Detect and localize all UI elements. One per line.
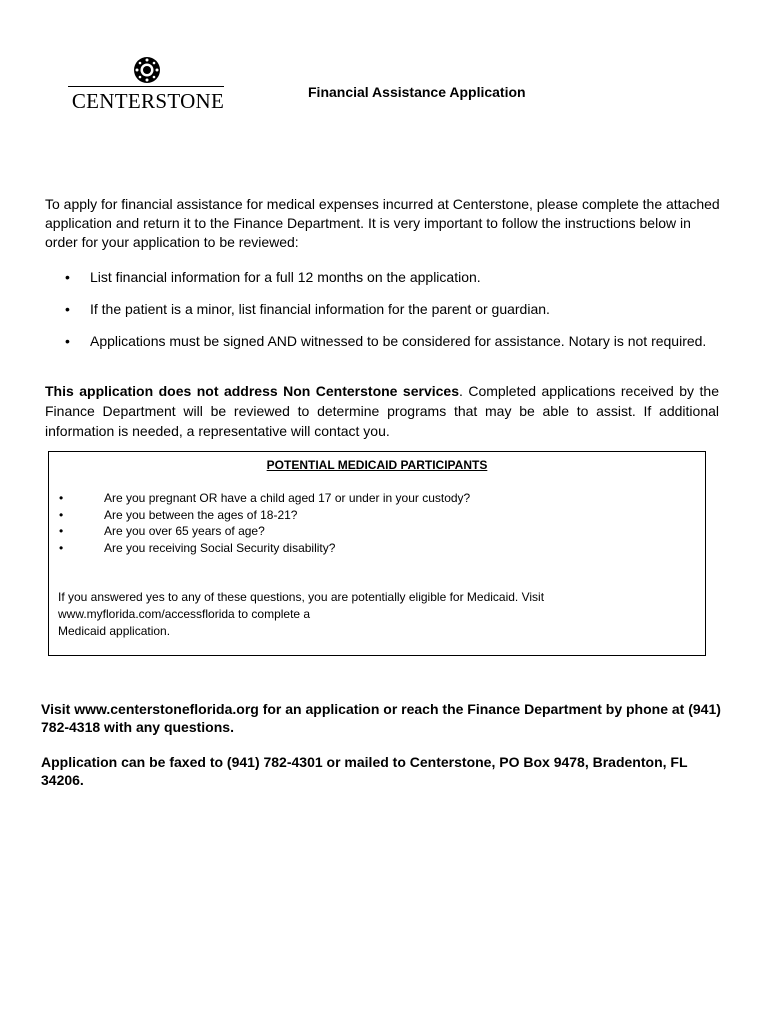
instruction-text: Applications must be signed AND witnessed to be considered for assistance. Notary is not required. bbox=[90, 333, 707, 349]
notice-paragraph bbox=[45, 381, 719, 441]
question-text: Are you between the ages of 18-21? bbox=[104, 507, 298, 522]
medicaid-box-title: POTENTIAL MEDICAID PARTICIPANTS bbox=[266, 458, 488, 472]
logo-wordmark: CENTERSTONE bbox=[71, 89, 225, 113]
notice-bold-text: This application does not address Non Centerstone services bbox=[45, 383, 459, 399]
note-line: www.myflorida.com/accessflorida to complete a bbox=[58, 607, 311, 621]
bullet-icon: • bbox=[65, 333, 70, 349]
question-text: Are you receiving Social Security disability? bbox=[104, 540, 336, 555]
bullet-icon: • bbox=[59, 491, 64, 505]
logo-rule bbox=[68, 86, 224, 87]
instruction-item bbox=[45, 300, 725, 319]
instruction-text: If the patient is a minor, list financial information for the parent or guardian. bbox=[90, 301, 550, 317]
document-title: Financial Assistance Application bbox=[308, 84, 526, 100]
bullet-icon: • bbox=[59, 540, 64, 555]
notice-body-text: . Completed applications received by the Finance Department will be reviewed to determine programs that may be able to assist. If additional information is needed, a representative will contact you. bbox=[45, 383, 719, 439]
medicaid-info-box bbox=[48, 451, 706, 656]
note-line: If you answered yes to any of these questions, you are potentially eligible for Medicaid. Visit bbox=[58, 590, 545, 604]
bullet-icon: • bbox=[59, 524, 64, 538]
intro-paragraph: To apply for financial assistance for medical expenses incurred at Centerstone, please complete the attached application and return it to the Finance Department. It is very important to follow the instructions below in order for your application to be reviewed: bbox=[45, 196, 720, 250]
bullet-icon: • bbox=[65, 301, 70, 317]
fax-mail-text: Application can be faxed to (941) 782-4301 or mailed to Centerstone, PO Box 9478, Bradenton, FL 34206. bbox=[41, 754, 688, 788]
visit-website-text: Visit www.centerstoneflorida.org for an application or reach the Finance Department by phone at (941) 782-4318 with any questions. bbox=[41, 701, 721, 735]
question-text: Are you pregnant OR have a child aged 17 or under in your custody? bbox=[104, 491, 471, 505]
centerstone-logo bbox=[66, 55, 230, 117]
question-text: Are you over 65 years of age? bbox=[104, 524, 265, 538]
note-line: Medicaid application. bbox=[58, 624, 171, 638]
bullet-icon: • bbox=[65, 269, 70, 285]
instruction-item bbox=[45, 332, 725, 351]
sun-emblem-icon bbox=[130, 55, 164, 85]
medicaid-eligibility-note bbox=[58, 589, 658, 640]
instruction-text: List financial information for a full 12 months on the application. bbox=[90, 269, 481, 285]
bullet-icon: • bbox=[59, 507, 64, 522]
instruction-item bbox=[45, 268, 725, 287]
